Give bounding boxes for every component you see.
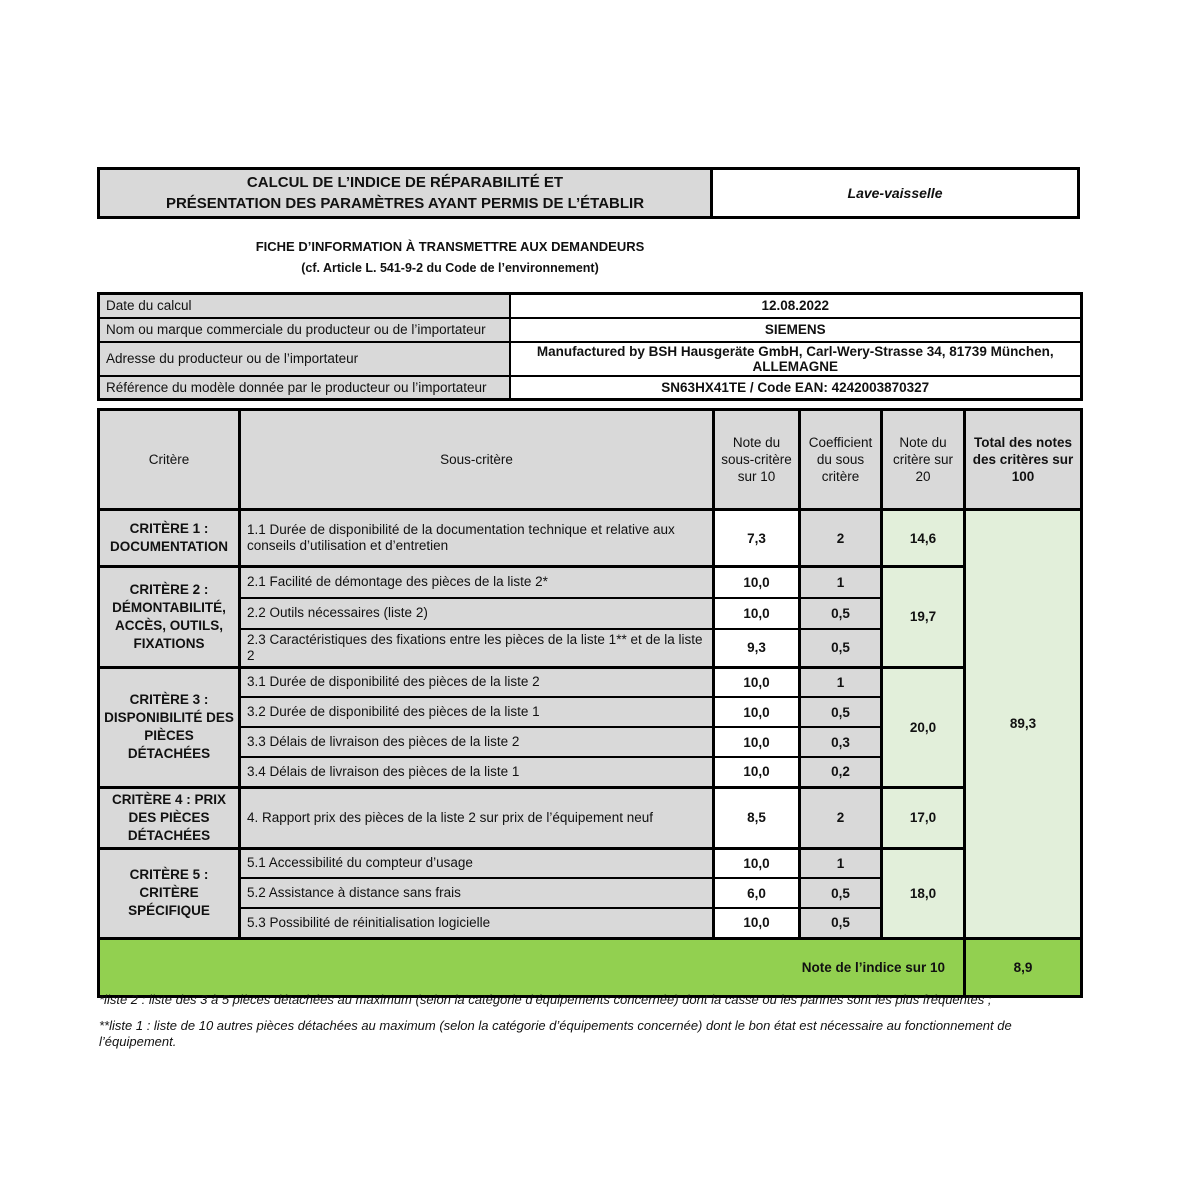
info-label: Date du calcul (99, 294, 510, 318)
criteria-table (97, 408, 1083, 998)
subcriterion-coefficient: 1 (800, 567, 882, 598)
subcriterion-label: 3.1 Durée de disponibilité des pièces de la liste 2 (240, 667, 714, 697)
criterion-5-label: CRITÈRE 5 : CRITÈRE SPÉCIFIQUE (99, 848, 240, 938)
criterion-3-score20: 20,0 (882, 667, 965, 787)
criterion-2-score20: 19,7 (882, 567, 965, 668)
subcriterion-label: 2.1 Facilité de démontage des pièces de la liste 2* (240, 567, 714, 598)
info-value: 12.08.2022 (510, 294, 1082, 318)
document-title-line2: PRÉSENTATION DES PARAMÈTRES AYANT PERMIS DE L’ÉTABLIR (165, 195, 645, 212)
product-type-label: Lave-vaisselle (847, 185, 943, 201)
title-banner (97, 167, 1080, 219)
footnote-liste2: *liste 2 : liste des 3 à 5 pièces détachées au maximum (selon la catégorie d’équipements concernée) dont la casse ou les pannes sont les plus fréquentes ; (99, 992, 992, 1007)
subtitle-block (97, 239, 803, 275)
criterion-1-label: CRITÈRE 1 : DOCUMENTATION (99, 510, 240, 567)
document-title (100, 170, 713, 216)
info-label: Nom ou marque commerciale du producteur ou de l’importateur (99, 318, 510, 342)
subcriterion-score: 10,0 (714, 757, 800, 787)
info-value: Manufactured by BSH Hausgeräte GmbH, Carl-Wery-Strasse 34, 81739 München, ALLEMAGNE (510, 342, 1082, 376)
info-row-reference (99, 376, 1082, 400)
subcriterion-label: 5.1 Accessibilité du compteur d’usage (240, 848, 714, 878)
total-score-100: 89,3 (965, 510, 1082, 939)
subcriterion-coefficient: 0,5 (800, 629, 882, 668)
subcriterion-score: 10,0 (714, 908, 800, 938)
subcriterion-score: 7,3 (714, 510, 800, 567)
criterion-1-score20: 14,6 (882, 510, 965, 567)
index-label: Note de l’indice sur 10 (99, 938, 965, 996)
criterion-2-label: CRITÈRE 2 : DÉMONTABILITÉ, ACCÈS, OUTILS, FIXATIONS (99, 567, 240, 668)
subcriterion-coefficient: 2 (800, 510, 882, 567)
info-value: SN63HX41TE / Code EAN: 4242003870327 (510, 376, 1082, 400)
product-type-box (713, 170, 1077, 216)
info-table (97, 292, 1080, 401)
footnote-liste1: **liste 1 : liste de 10 autres pièces détachées au maximum (selon la catégorie d’équipements concernée) dont le bon état est nécessaire au fonctionnement de l’équipement. (99, 1018, 1012, 1049)
info-label: Référence du modèle donnée par le producteur ou l’importateur (99, 376, 510, 400)
criterion-5-score20: 18,0 (882, 848, 965, 938)
subcriterion-coefficient: 0,5 (800, 908, 882, 938)
row-2-1 (99, 567, 1082, 598)
subcriterion-coefficient: 1 (800, 667, 882, 697)
subcriterion-label: 5.2 Assistance à distance sans frais (240, 878, 714, 908)
subcriterion-score: 8,5 (714, 787, 800, 848)
document-title-line1: CALCUL DE L’INDICE DE RÉPARABILITÉ ET (246, 174, 564, 191)
subcriterion-label: 2.3 Caractéristiques des fixations entre les pièces de la liste 1** et de la liste 2 (240, 629, 714, 668)
subcriterion-label: 4. Rapport prix des pièces de la liste 2 sur prix de l’équipement neuf (240, 787, 714, 848)
subcriterion-label: 5.3 Possibilité de réinitialisation logicielle (240, 908, 714, 938)
header-note-critere: Note du critère sur 20 (882, 410, 965, 510)
subcriterion-label: 3.4 Délais de livraison des pièces de la liste 1 (240, 757, 714, 787)
info-row-date (99, 294, 1082, 318)
subcriterion-coefficient: 0,5 (800, 598, 882, 629)
subcriterion-score: 10,0 (714, 567, 800, 598)
subtitle-line2: (cf. Article L. 541-9-2 du Code de l’environnement) (301, 261, 599, 275)
info-row-address (99, 342, 1082, 376)
subcriterion-score: 10,0 (714, 598, 800, 629)
index-value: 8,9 (965, 938, 1082, 996)
header-sous-critere: Sous-critère (240, 410, 714, 510)
criteria-header-row (99, 410, 1082, 510)
subcriterion-coefficient: 2 (800, 787, 882, 848)
header-total: Total des notes des critères sur 100 (965, 410, 1082, 510)
header-note-sous-critere: Note du sous-critère sur 10 (714, 410, 800, 510)
subcriterion-label: 3.3 Délais de livraison des pièces de la liste 2 (240, 727, 714, 757)
criterion-4-label: CRITÈRE 4 : PRIX DES PIÈCES DÉTACHÉES (99, 787, 240, 848)
subcriterion-label: 3.2 Durée de disponibilité des pièces de la liste 1 (240, 697, 714, 727)
info-value: SIEMENS (510, 318, 1082, 342)
header-coefficient: Coefficient du sous critère (800, 410, 882, 510)
row-4 (99, 787, 1082, 848)
subcriterion-score: 6,0 (714, 878, 800, 908)
info-row-brand (99, 318, 1082, 342)
subcriterion-score: 10,0 (714, 727, 800, 757)
subcriterion-coefficient: 0,2 (800, 757, 882, 787)
subtitle-line1: FICHE D’INFORMATION À TRANSMETTRE AUX DEMANDEURS (255, 239, 645, 254)
subcriterion-coefficient: 0,3 (800, 727, 882, 757)
header-critere: Critère (99, 410, 240, 510)
subcriterion-score: 10,0 (714, 667, 800, 697)
subcriterion-coefficient: 0,5 (800, 697, 882, 727)
subcriterion-coefficient: 0,5 (800, 878, 882, 908)
row-1-1 (99, 510, 1082, 567)
index-row (99, 938, 1082, 996)
subcriterion-score: 10,0 (714, 697, 800, 727)
subcriterion-label: 1.1 Durée de disponibilité de la documentation technique et relative aux conseils d’utilisation et d’entretien (240, 510, 714, 567)
criterion-4-score20: 17,0 (882, 787, 965, 848)
subcriterion-coefficient: 1 (800, 848, 882, 878)
criterion-3-label: CRITÈRE 3 : DISPONIBILITÉ DES PIÈCES DÉTACHÉES (99, 667, 240, 787)
subcriterion-score: 9,3 (714, 629, 800, 668)
footnotes (99, 992, 1084, 1060)
subcriterion-label: 2.2 Outils nécessaires (liste 2) (240, 598, 714, 629)
subcriterion-score: 10,0 (714, 848, 800, 878)
row-3-1 (99, 667, 1082, 697)
row-5-1 (99, 848, 1082, 878)
info-label: Adresse du producteur ou de l’importateur (99, 342, 510, 376)
